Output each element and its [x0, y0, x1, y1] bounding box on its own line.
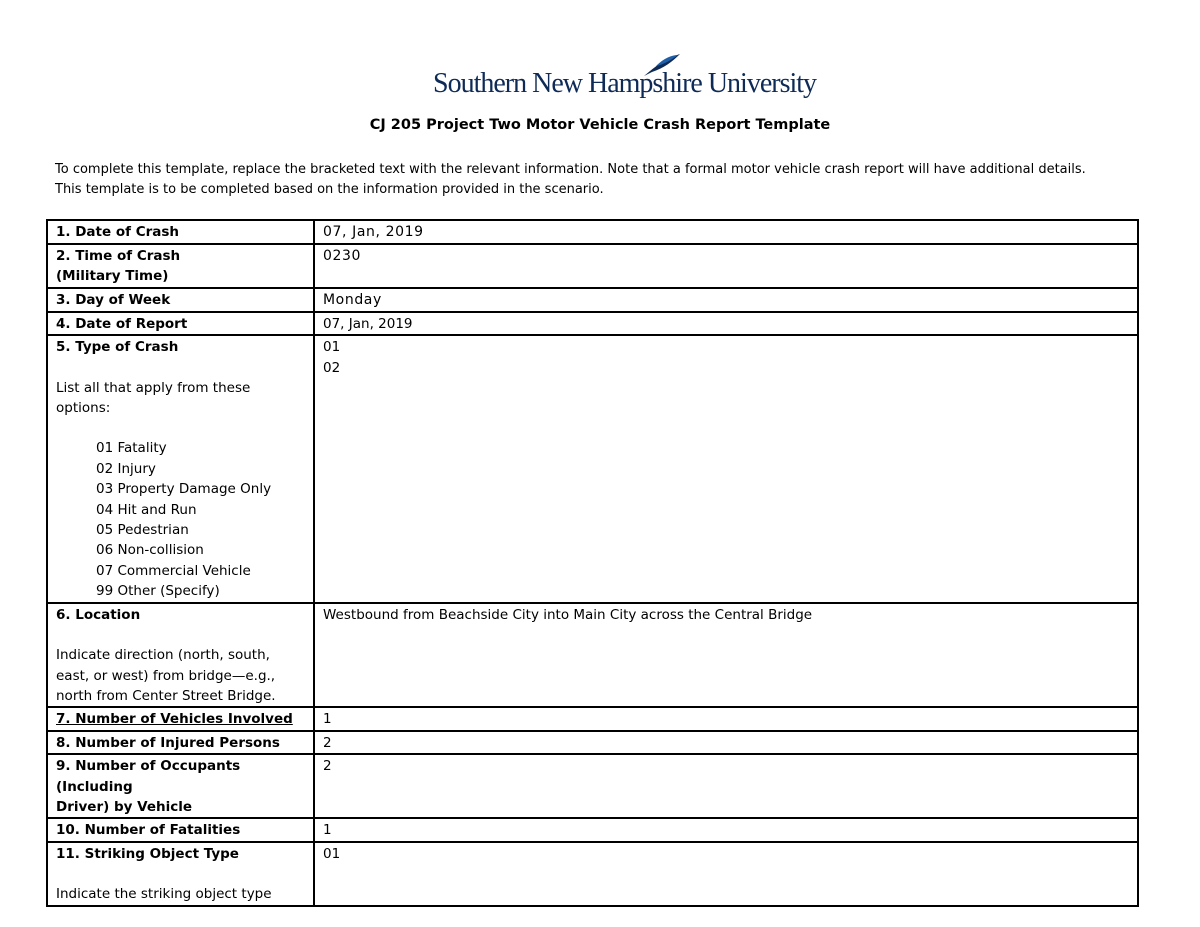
occupants-value: 2 — [323, 758, 332, 775]
date-of-report-label: 4. Date of Report — [56, 315, 188, 332]
occupants-field[interactable] — [314, 754, 1138, 818]
instructions — [55, 160, 1145, 200]
location-note: north from Center Street Bridge. — [56, 687, 276, 704]
table-row — [47, 312, 1138, 335]
vehicles-involved-label: 7. Number of Vehicles Involved — [56, 711, 293, 728]
day-of-week-value: Monday — [323, 291, 382, 308]
striking-object-note: Indicate the striking object type — [56, 886, 272, 903]
option-item: 04 Hit and Run — [96, 501, 197, 518]
fatalities-value: 1 — [323, 822, 332, 839]
row-label — [47, 731, 314, 754]
row-label — [47, 707, 314, 730]
type-of-crash-note: List all that apply from these — [56, 379, 251, 396]
day-of-week-label: 3. Day of Week — [56, 291, 171, 308]
table-row — [47, 731, 1138, 754]
fatalities-label: 10. Number of Fatalities — [56, 822, 241, 839]
university-logo — [433, 52, 817, 102]
type-of-crash-note: options: — [56, 400, 111, 417]
injured-persons-value: 2 — [323, 734, 332, 751]
option-item: 05 Pedestrian — [96, 522, 189, 539]
striking-object-value: 01 — [323, 845, 341, 862]
option-item: 07 Commercial Vehicle — [96, 562, 251, 579]
crash-type-options — [56, 438, 305, 601]
date-of-crash-field[interactable] — [314, 220, 1138, 244]
occupants-label: 9. Number of Occupants (Including — [56, 758, 241, 795]
row-label — [47, 244, 314, 288]
row-label — [47, 312, 314, 335]
time-of-crash-label: 2. Time of Crash — [56, 248, 181, 264]
row-label — [47, 288, 314, 312]
type-of-crash-label: 5. Type of Crash — [56, 339, 179, 356]
time-of-crash-value: 0230 — [323, 248, 362, 264]
table-row — [47, 335, 1138, 602]
location-note: east, or west) from bridge—e.g., — [56, 667, 276, 684]
table-row — [47, 288, 1138, 312]
row-label — [47, 754, 314, 818]
row-label — [47, 220, 314, 244]
fatalities-field[interactable] — [314, 818, 1138, 841]
date-of-crash-value: 07, Jan, 2019 — [323, 224, 424, 240]
date-of-report-field[interactable] — [314, 312, 1138, 335]
location-label: 6. Location — [56, 606, 141, 623]
type-of-crash-field[interactable] — [314, 335, 1138, 602]
option-item: 06 Non-collision — [96, 542, 204, 559]
table-row — [47, 842, 1138, 906]
option-item: 99 Other (Specify) — [96, 583, 220, 600]
injured-persons-label: 8. Number of Injured Persons — [56, 734, 280, 751]
instructions-line: This template is to be completed based on the information provided in the scenario. — [55, 182, 604, 197]
vehicles-involved-field[interactable] — [314, 707, 1138, 730]
table-row — [47, 707, 1138, 730]
striking-object-field[interactable] — [314, 842, 1138, 906]
row-label — [47, 335, 314, 602]
vehicles-involved-value: 1 — [323, 711, 332, 728]
option-item: 02 Injury — [96, 460, 156, 477]
location-field[interactable] — [314, 603, 1138, 708]
date-of-crash-label: 1. Date of Crash — [56, 224, 180, 240]
location-note: Indicate direction (north, south, — [56, 647, 270, 664]
table-row — [47, 244, 1138, 288]
table-row — [47, 220, 1138, 244]
row-label — [47, 842, 314, 906]
day-of-week-field[interactable] — [314, 288, 1138, 312]
row-label — [47, 818, 314, 841]
crash-report-table — [46, 219, 1139, 907]
location-value: Westbound from Beachside City into Main City across the Central Bridge — [323, 606, 813, 623]
table-row — [47, 754, 1138, 818]
type-of-crash-value: 01 — [323, 339, 341, 356]
table-row — [47, 818, 1138, 841]
option-item: 03 Property Damage Only — [96, 481, 272, 498]
time-of-crash-label-sub: (Military Time) — [56, 268, 169, 285]
date-of-report-value: 07, Jan, 2019 — [323, 315, 413, 332]
page-title: CJ 205 Project Two Motor Vehicle Crash Report Template — [369, 117, 831, 133]
option-item: 01 Fatality — [96, 440, 167, 457]
occupants-label-sub: Driver) by Vehicle — [56, 798, 193, 815]
table-row — [47, 603, 1138, 708]
logo-text: Southern New Hampshire University — [433, 68, 817, 99]
striking-object-label: 11. Striking Object Type — [56, 845, 239, 862]
time-of-crash-field[interactable] — [314, 244, 1138, 288]
row-label — [47, 603, 314, 708]
instructions-line: To complete this template, replace the bracketed text with the relevant information. Note that a formal motor vehicle crash report will have additional details. — [55, 162, 1086, 177]
injured-persons-field[interactable] — [314, 731, 1138, 754]
type-of-crash-value: 02 — [323, 359, 341, 376]
